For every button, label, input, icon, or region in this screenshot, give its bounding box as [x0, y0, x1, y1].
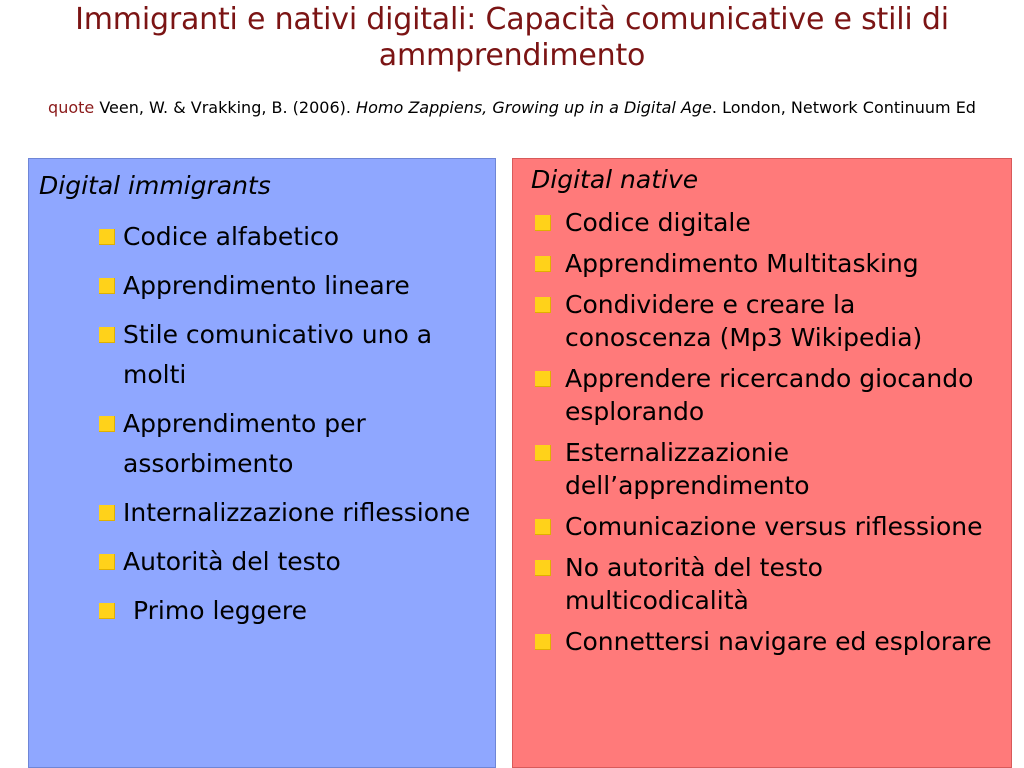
list-item-text: Connettersi navigare ed esplorare	[565, 627, 992, 656]
list-item-text: Stile comunicativo uno a molti	[123, 320, 433, 389]
list-item-text: Condividere e creare la conoscenza (Mp3 Wikipedia)	[565, 290, 923, 352]
citation-authors: Veen, W. & Vrakking, B. (2006).	[99, 98, 357, 117]
square-bullet-icon	[99, 278, 115, 294]
digital-native-panel	[512, 158, 1012, 768]
list-item-text: Primo leggere	[133, 596, 308, 625]
list-item	[95, 591, 485, 631]
list-item	[529, 362, 999, 428]
bullet-list	[529, 206, 999, 666]
list-item	[529, 510, 999, 543]
list-item-text: Codice alfabetico	[123, 222, 340, 251]
list-item-text: Esternalizzazionie dell’apprendimento	[565, 438, 810, 500]
citation-publisher: . London, Network Continuum Ed	[711, 98, 976, 117]
square-bullet-icon	[99, 554, 115, 570]
list-item	[95, 315, 485, 395]
list-item-text: Comunicazione versus riflessione	[565, 512, 983, 541]
quote-label: quote	[48, 98, 95, 117]
square-bullet-icon	[99, 229, 115, 245]
list-item	[95, 404, 485, 484]
list-item-text: Apprendimento per assorbimento	[123, 409, 366, 478]
square-bullet-icon	[535, 256, 551, 272]
list-item	[95, 493, 485, 533]
square-bullet-icon	[535, 560, 551, 576]
list-item-text: Autorità del testo	[123, 547, 341, 576]
slide-title: Immigranti e nativi digitali: Capacità comunicative e stili di ammprendimento	[75, 2, 949, 73]
list-item	[95, 542, 485, 582]
panel-heading: Digital immigrants	[39, 171, 271, 200]
digital-immigrants-panel	[28, 158, 496, 768]
list-item-text: Apprendere ricercando giocando esplorando	[565, 364, 974, 426]
square-bullet-icon	[535, 215, 551, 231]
square-bullet-icon	[535, 519, 551, 535]
square-bullet-icon	[99, 505, 115, 521]
list-item	[529, 288, 999, 354]
list-item	[529, 625, 999, 658]
square-bullet-icon	[99, 416, 115, 432]
list-item-text: Apprendimento Multitasking	[565, 249, 919, 278]
square-bullet-icon	[535, 297, 551, 313]
list-item	[95, 217, 485, 257]
list-item	[95, 266, 485, 306]
square-bullet-icon	[535, 634, 551, 650]
square-bullet-icon	[535, 371, 551, 387]
list-item-text: Codice digitale	[565, 208, 751, 237]
list-item-text: Apprendimento lineare	[123, 271, 410, 300]
list-item	[529, 436, 999, 502]
list-item	[529, 247, 999, 280]
list-item-text: No autorità del testo multicodicalità	[565, 553, 823, 615]
panel-heading: Digital native	[531, 165, 699, 194]
bullet-list	[95, 217, 485, 640]
square-bullet-icon	[535, 445, 551, 461]
citation-book-title: Homo Zappiens, Growing up in a Digital Age	[356, 98, 712, 117]
citation-line	[40, 94, 984, 121]
list-item	[529, 206, 999, 239]
list-item-text: Internalizzazione riflessione	[123, 498, 471, 527]
square-bullet-icon	[99, 327, 115, 343]
list-item	[529, 551, 999, 617]
square-bullet-icon	[99, 603, 115, 619]
